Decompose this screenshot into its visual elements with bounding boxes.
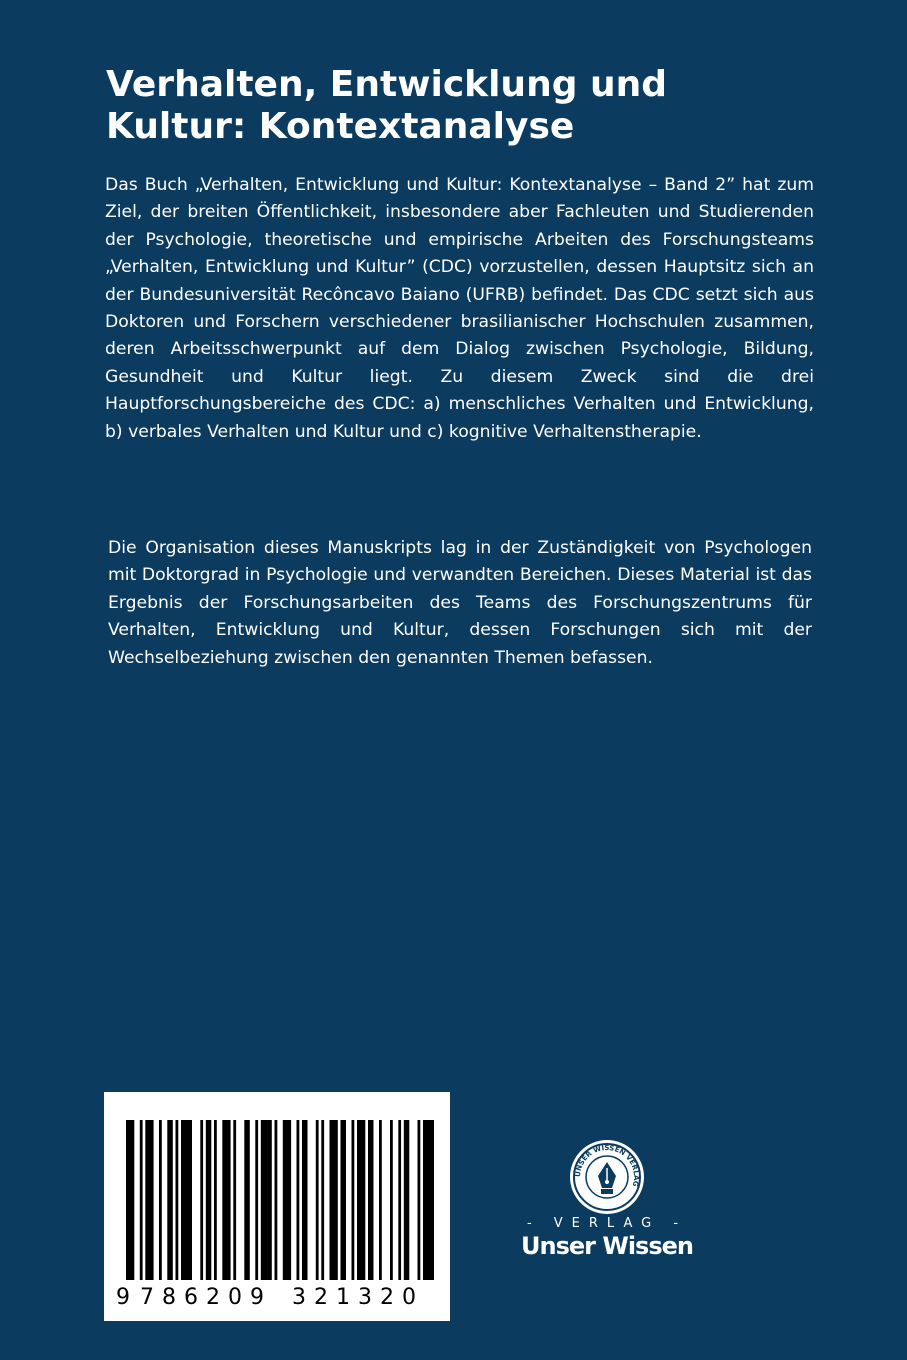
barcode-bar (368, 1120, 374, 1280)
barcode-bar (321, 1120, 324, 1280)
description-paragraph-1: Das Buch „Verhalten, Entwicklung und Kultur: Kontextanalyse – Band 2” hat zum Ziel, der breiten Öffentlichkeit, insbesondere aber Fachleuten und Studierenden der Psychologie, theoretische und empirische Arbeiten des Forschungsteams „Verhalten, Entwicklung und Kultur” (CDC) vorzustellen, dessen Hauptsitz sich an der Bundesuniversität Recôncavo Baiano (UFRB) befindet. Das CDC setzt sich aus Doktoren und Forschern verschiedener brasilianischer Hochschulen zusammen, deren Arbeitsschwerpunkt auf dem Dialog zwischen Psychologie, Bildung, Gesundheit und Kultur liegt. Zu diesem Zweck sind die drei Hauptforschungsbereiche des CDC: a) menschliches Verhalten und Entwicklung, b) verbales Verhalten und Kultur und c) kognitive Verhaltenstherapie. (105, 175, 814, 442)
logo-ring-text: UNSER WISSEN VERLAG (573, 1143, 641, 1188)
barcode-bar (330, 1120, 338, 1280)
title-line-1: Verhalten, Entwicklung und (106, 64, 668, 105)
barcode-bars (104, 1092, 450, 1321)
barcode-bar (297, 1120, 300, 1280)
pen-nib-emblem-icon (568, 1138, 646, 1216)
barcode-bar (200, 1120, 203, 1280)
description-paragraph-2: Die Organisation dieses Manuskripts lag in der Zuständigkeit von Psychologen mit Doktorgrad in Psychologie und verwandten Bereichen. Dieses Material ist das Ergebnis der Forschungsarbeiten des Teams des Forschungszentrums für Verhalten, Entwicklung und Kultur, dessen Forschungen sich mit der Wechselbeziehung zwischen den genannten Themen befassen. (108, 538, 812, 668)
barcode-bar (404, 1120, 410, 1280)
barcode-bar (398, 1120, 401, 1280)
barcode-bar (390, 1120, 393, 1280)
barcode-bar (145, 1120, 153, 1280)
barcode-bar (283, 1120, 291, 1280)
barcode-bar (423, 1120, 434, 1280)
barcode-digits-left: 786209 (140, 1285, 272, 1310)
barcode-digits-right: 321320 (292, 1285, 424, 1310)
barcode-bar (140, 1120, 143, 1280)
barcode-bar (159, 1120, 162, 1280)
barcode-bar (418, 1120, 421, 1280)
barcode-bar (379, 1120, 382, 1280)
barcode-bar (341, 1120, 347, 1280)
title-line-2: Kultur: Kontextanalyse (106, 106, 575, 147)
barcode-bar (275, 1120, 278, 1280)
isbn-barcode (104, 1092, 450, 1321)
barcode-bar (255, 1120, 258, 1280)
barcode-bar (357, 1120, 365, 1280)
barcode-bar (167, 1120, 173, 1280)
barcode-bar (261, 1120, 272, 1280)
barcode-bar (181, 1120, 192, 1280)
barcode-bar (176, 1120, 179, 1280)
barcode-bar (244, 1120, 250, 1280)
publisher-name: Unser Wissen (521, 1232, 693, 1260)
barcode-bar (352, 1120, 355, 1280)
barcode-bar (233, 1120, 236, 1280)
barcode-bar (206, 1120, 212, 1280)
book-title (106, 64, 806, 148)
barcode-bar (302, 1120, 308, 1280)
barcode-bar (316, 1120, 319, 1280)
barcode-bar (214, 1120, 217, 1280)
publisher-logo (520, 1138, 694, 1268)
barcode-bar (126, 1120, 134, 1280)
barcode-digit-first: 9 (116, 1285, 130, 1310)
verlag-label: - VERLAG - (526, 1216, 688, 1231)
barcode-bar (222, 1120, 230, 1280)
